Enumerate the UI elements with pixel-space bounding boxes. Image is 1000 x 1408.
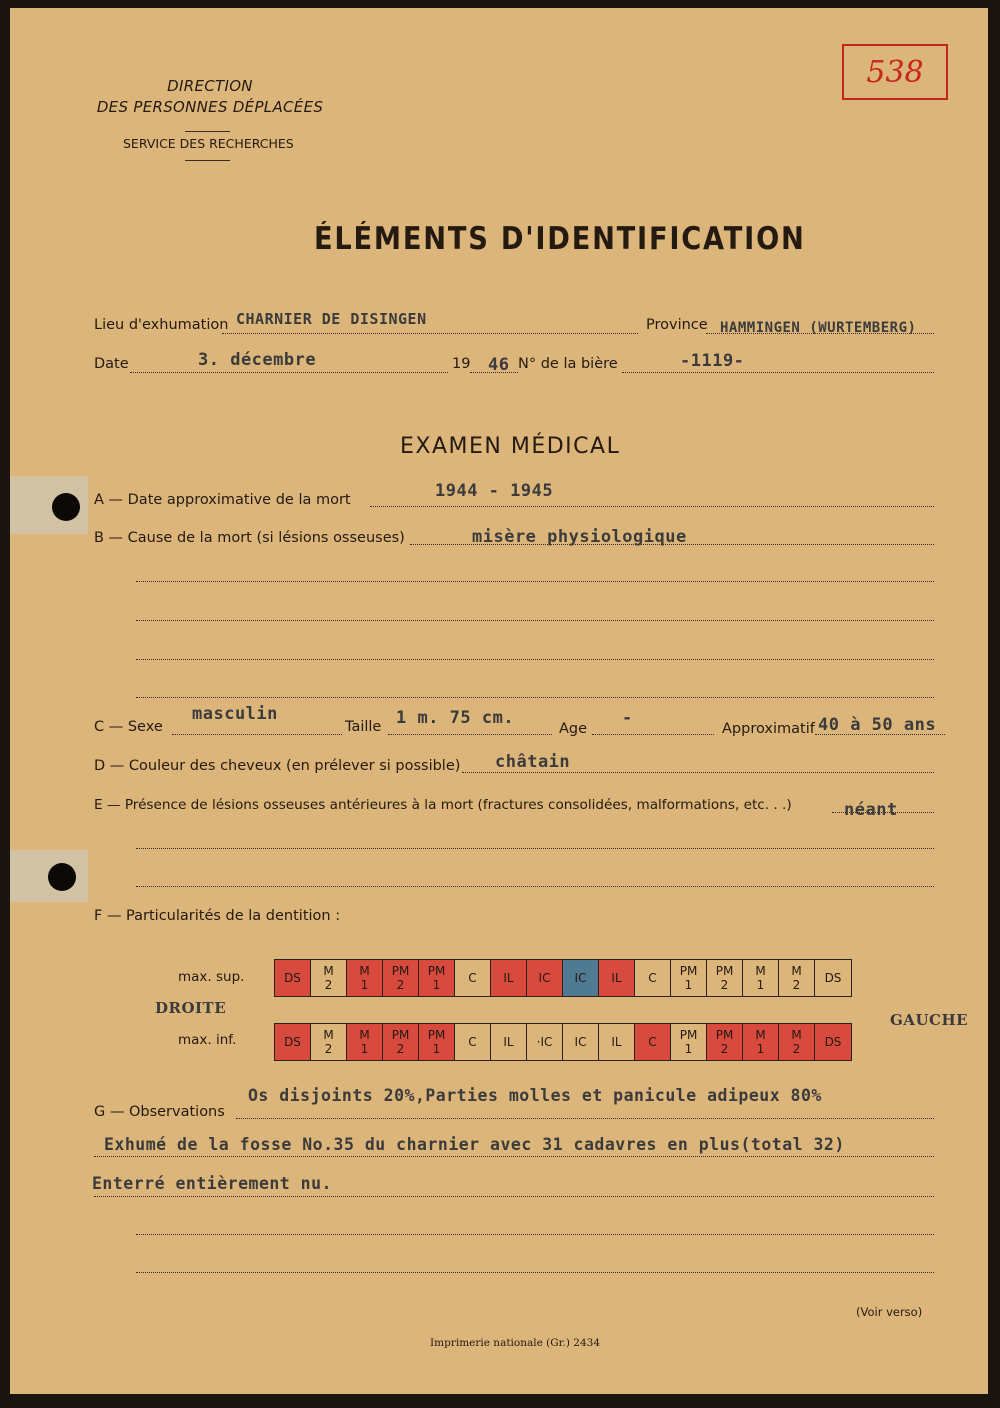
item-f-label: F — Particularités de la dentition : [94,908,341,924]
punch-hole-bottom [48,863,76,891]
printer-credit: Imprimerie nationale (Gr.) 2434 [430,1337,600,1349]
tooth-cell [275,960,311,996]
tooth-cell [491,960,527,996]
year-prefix: 19 [452,356,471,372]
tooth-cell [671,1024,707,1060]
date-label: Date [94,356,129,372]
tooth-cell [347,960,383,996]
gauche-label: GAUCHE [890,1011,969,1029]
tooth-code: C [468,971,477,985]
tooth-cell [419,960,455,996]
tooth-cell [383,1024,419,1060]
tooth-number: 1 [756,1042,765,1056]
tooth-cell [563,960,599,996]
item-a-value: 1944 - 1945 [435,481,554,501]
header-rule-2 [185,160,230,161]
tooth-code: M [359,964,370,978]
taille-value: 1 m. 75 cm. [396,708,515,728]
tooth-cell [311,1024,347,1060]
tooth-code: M [791,964,802,978]
tooth-number: 2 [792,1042,801,1056]
tooth-code: M [323,964,334,978]
tooth-cell [743,960,779,996]
tooth-cell [275,1024,311,1060]
voir-verso: (Voir verso) [856,1305,923,1319]
year-value: 46 [488,355,510,375]
punch-hole-top [52,493,80,521]
item-d-label: D — Couleur des cheveux (en prélever si possible) [94,758,461,774]
tooth-code: IC [538,971,551,985]
biere-label: N° de la bière [518,356,618,372]
tooth-number: 1 [360,1042,369,1056]
tooth-cell [743,1024,779,1060]
tooth-code: PM [391,1028,410,1042]
tooth-number: 2 [720,1042,729,1056]
tooth-cell [455,1024,491,1060]
tooth-code: M [323,1028,334,1042]
tooth-cell [635,960,671,996]
tooth-number: 2 [396,1042,405,1056]
service-name: SERVICE DES RECHERCHES [123,136,294,151]
tooth-code: ·IC [536,1035,553,1049]
tooth-cell [599,960,635,996]
tooth-code: IL [611,1035,622,1049]
page-title: ÉLÉMENTS D'IDENTIFICATION [314,221,806,257]
tooth-code: PM [427,964,446,978]
approx-label: Approximatif [722,721,815,737]
tooth-code: DS [824,1035,842,1049]
tooth-cell [527,1024,563,1060]
tooth-code: M [359,1028,370,1042]
tooth-number: 1 [684,1042,693,1056]
upper-teeth-chart [274,959,852,997]
tooth-code: PM [715,964,734,978]
tooth-code: DS [824,971,842,985]
tooth-cell [419,1024,455,1060]
tooth-cell [779,960,815,996]
tooth-code: IL [611,971,622,985]
blank-line [136,1234,934,1235]
tooth-cell [311,960,347,996]
tooth-code: C [648,971,657,985]
tooth-cell [815,960,851,996]
tooth-cell [491,1024,527,1060]
tooth-cell [527,960,563,996]
approx-value: 40 à 50 ans [818,715,937,735]
tooth-cell [347,1024,383,1060]
tooth-code: IL [503,1035,514,1049]
max-inf-label: max. inf. [178,1032,237,1048]
tooth-code: M [755,1028,766,1042]
tooth-cell [563,1024,599,1060]
lower-teeth-chart [274,1023,852,1061]
blank-line [136,659,934,660]
item-e-label: E — Présence de lésions osseuses antérieures à la mort (fractures consolidées, malformations, etc. . .) [94,797,792,813]
org-line2: DES PERSONNES DÉPLACÉES [96,98,324,116]
tooth-number: 1 [684,978,693,992]
tooth-code: IL [503,971,514,985]
biere-value: -1119- [680,351,745,371]
taille-label: Taille [345,719,382,735]
tooth-code: PM [679,964,698,978]
tooth-cell [707,1024,743,1060]
sexe-value: masculin [192,704,278,724]
tooth-cell [671,960,707,996]
file-number-stamp: 538 [842,44,948,100]
item-b-value: misère physiologique [472,527,687,547]
item-a-label: A — Date approximative de la mort [94,492,351,508]
tooth-code: PM [679,1028,698,1042]
observation-line-3: Enterré entièrement nu. [92,1174,332,1193]
tooth-number: 2 [324,1042,333,1056]
province-value: HAMMINGEN (WURTEMBERG) [720,320,917,336]
tooth-number: 1 [360,978,369,992]
tooth-code: DS [284,971,301,985]
tooth-cell [815,1024,851,1060]
max-sup-label: max. sup. [178,969,245,985]
tooth-code: DS [284,1035,301,1049]
tooth-code: PM [391,964,410,978]
form-sheet [10,8,988,1394]
tooth-code: C [468,1035,477,1049]
tooth-number: 1 [432,1042,441,1056]
date-value: 3. décembre [198,350,317,370]
tooth-code: M [755,964,766,978]
tooth-code: PM [427,1028,446,1042]
org-line1: DIRECTION [167,77,253,95]
age-value: - [622,708,633,728]
age-label: Age [559,721,588,737]
item-e-value: néant [844,800,898,820]
item-g-label: G — Observations [94,1104,225,1120]
tooth-cell [383,960,419,996]
tooth-number: 2 [324,978,333,992]
item-d-value: châtain [495,752,571,772]
tooth-number: 2 [396,978,405,992]
item-c-label: C — Sexe [94,719,163,735]
droite-label: DROITE [155,999,227,1017]
tooth-cell [779,1024,815,1060]
tooth-code: PM [715,1028,734,1042]
blank-line [136,848,934,849]
tooth-code: IC [574,971,587,985]
tooth-number: 2 [792,978,801,992]
tooth-code: M [791,1028,802,1042]
blank-line [136,581,934,582]
tooth-number: 1 [756,978,765,992]
observation-line-1: Os disjoints 20%,Parties molles et panicule adipeux 80% [248,1086,822,1105]
province-label: Province [646,317,708,333]
tooth-cell [455,960,491,996]
tooth-cell [599,1024,635,1060]
tooth-number: 1 [432,978,441,992]
observation-line-2: Exhumé de la fosse No.35 du charnier avec 31 cadavres en plus(total 32) [104,1135,845,1154]
tooth-code: C [648,1035,657,1049]
blank-line [136,697,934,698]
lieu-label: Lieu d'exhumation [94,317,229,333]
lieu-value: CHARNIER DE DISINGEN [236,310,427,328]
item-b-label: B — Cause de la mort (si lésions osseuses) [94,530,405,546]
exam-title: EXAMEN MÉDICAL [400,434,621,459]
tooth-code: IC [574,1035,587,1049]
blank-line [136,1272,934,1273]
tooth-number: 2 [720,978,729,992]
blank-line [136,886,934,887]
tooth-cell [707,960,743,996]
header-rule-1 [185,131,230,132]
blank-line [136,620,934,621]
tooth-cell [635,1024,671,1060]
